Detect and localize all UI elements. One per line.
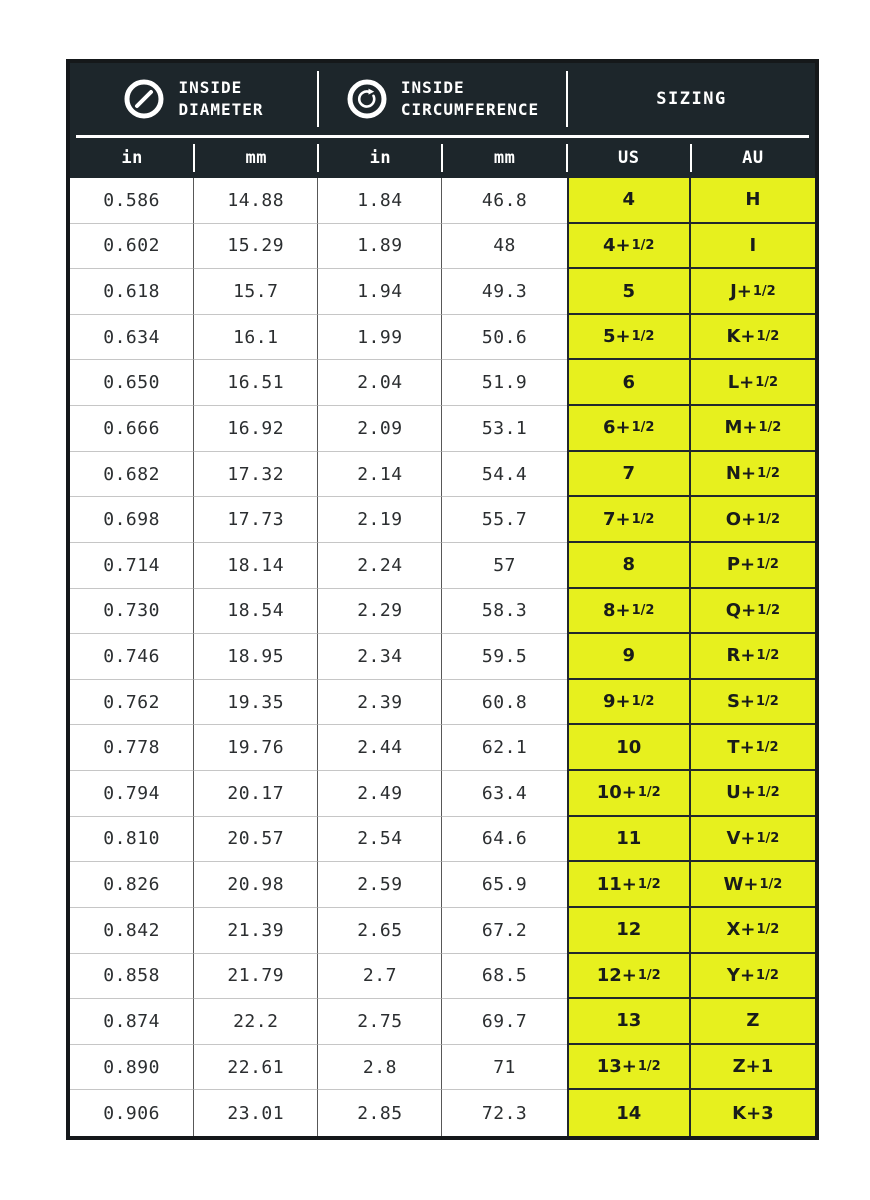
circumference-in-cell: 2.75 [318,999,442,1045]
circumference-mm-cell: 58.3 [442,589,566,635]
circumference-mm-cell: 72.3 [442,1090,566,1136]
circumference-mm-cell: 57 [442,543,566,589]
circumference-mm-cell: 62.1 [442,725,566,771]
circumference-in-cell: 2.44 [318,725,442,771]
circumference-in-cell: 2.85 [318,1090,442,1136]
au-size-cell: H [691,178,815,224]
circumference-mm-cell: 49.3 [442,269,566,315]
column-group-header [70,63,815,135]
au-size-cell: Z+1 [691,1045,815,1091]
us-size-cell: 5 [567,269,691,315]
diameter-in-cell: 0.890 [70,1045,194,1091]
diameter-in-cell: 0.826 [70,862,194,908]
subheader-diameter-in: in [121,148,143,168]
diameter-mm-cell: 20.57 [194,817,318,863]
us-size-cell: 8 [567,543,691,589]
diameter-in-cell: 0.650 [70,360,194,406]
circumference-in-cell: 1.94 [318,269,442,315]
us-size-cell: 13 [567,999,691,1045]
circumference-mm-cell: 54.4 [442,452,566,498]
diameter-mm-cell: 16.92 [194,406,318,452]
circumference-in-cell: 2.09 [318,406,442,452]
au-size-cell: W+ 1/2 [691,862,815,908]
circumference-mm-cell: 51.9 [442,360,566,406]
circumference-mm-cell: 68.5 [442,954,566,1000]
circumference-in-cell: 1.89 [318,224,442,270]
circumference-in-cell: 2.39 [318,680,442,726]
diameter-in-cell: 0.778 [70,725,194,771]
diameter-mm-cell: 15.7 [194,269,318,315]
us-size-cell: 5+ 1/2 [567,315,691,361]
au-size-cell: Z [691,999,815,1045]
au-size-cell: O+ 1/2 [691,497,815,543]
au-size-cell: N+ 1/2 [691,452,815,498]
diameter-in-cell: 0.586 [70,178,194,224]
circumference-mm-cell: 55.7 [442,497,566,543]
us-size-cell: 9+ 1/2 [567,680,691,726]
diameter-in-cell: 0.666 [70,406,194,452]
us-size-cell: 4+ 1/2 [567,224,691,270]
diameter-mm-cell: 20.98 [194,862,318,908]
us-size-cell: 13+ 1/2 [567,1045,691,1091]
us-size-cell: 8+ 1/2 [567,589,691,635]
ring-size-conversion-table [66,59,819,1140]
inside-circumference-header [319,63,566,135]
diameter-in-cell: 0.618 [70,269,194,315]
sizing-header [568,63,815,135]
diameter-in-cell: 0.698 [70,497,194,543]
circumference-in-cell: 2.8 [318,1045,442,1091]
circumference-in-cell: 2.54 [318,817,442,863]
us-size-cell: 6+ 1/2 [567,406,691,452]
diameter-mm-cell: 19.76 [194,725,318,771]
au-size-cell: K+ 1/2 [691,315,815,361]
diameter-mm-cell: 16.1 [194,315,318,361]
us-size-cell: 4 [567,178,691,224]
unit-subheader-row [70,138,815,178]
diameter-mm-cell: 15.29 [194,224,318,270]
circle-diameter-icon [123,78,165,120]
us-size-cell: 9 [567,634,691,680]
diameter-mm-cell: 17.73 [194,497,318,543]
inside-diameter-header [70,63,317,135]
diameter-in-cell: 0.858 [70,954,194,1000]
diameter-mm-cell: 16.51 [194,360,318,406]
diameter-in-cell: 0.906 [70,1090,194,1136]
diameter-mm-cell: 21.39 [194,908,318,954]
circumference-in-cell: 2.19 [318,497,442,543]
diameter-mm-cell: 22.61 [194,1045,318,1091]
diameter-mm-cell: 14.88 [194,178,318,224]
circumference-in-cell: 2.14 [318,452,442,498]
diameter-mm-cell: 18.54 [194,589,318,635]
au-size-cell: Y+ 1/2 [691,954,815,1000]
table-head [70,63,815,178]
circumference-mm-cell: 64.6 [442,817,566,863]
diameter-in-cell: 0.746 [70,634,194,680]
circumference-in-cell: 2.7 [318,954,442,1000]
diameter-mm-cell: 21.79 [194,954,318,1000]
subheader-diameter-mm: mm [194,138,318,178]
subheader-circumference-mm: mm [442,138,566,178]
diameter-in-cell: 0.682 [70,452,194,498]
us-size-cell: 14 [567,1090,691,1136]
diameter-mm-cell: 18.14 [194,543,318,589]
diameter-mm-cell: 22.2 [194,999,318,1045]
us-size-cell: 6 [567,360,691,406]
us-size-cell: 7+ 1/2 [567,497,691,543]
circumference-in-cell: 2.04 [318,360,442,406]
diameter-in-cell: 0.874 [70,999,194,1045]
circumference-in-cell: 2.59 [318,862,442,908]
us-size-cell: 11+ 1/2 [567,862,691,908]
inside-circumference-label: INSIDE CIRCUMFERENCE [400,78,540,119]
circumference-mm-cell: 53.1 [442,406,566,452]
au-size-cell: U+ 1/2 [691,771,815,817]
us-size-cell: 7 [567,452,691,498]
circumference-mm-cell: 46.8 [442,178,566,224]
circumference-in-cell: 2.49 [318,771,442,817]
diameter-in-cell: 0.762 [70,680,194,726]
diameter-mm-cell: 18.95 [194,634,318,680]
circumference-mm-cell: 63.4 [442,771,566,817]
inside-diameter-label: INSIDE DIAMETER [178,78,264,119]
circumference-mm-cell: 48 [442,224,566,270]
subheader-au-size: AU [691,138,815,178]
circumference-mm-cell: 50.6 [442,315,566,361]
au-size-cell: K+3 [691,1090,815,1136]
table-body [70,178,815,1136]
diameter-mm-cell: 19.35 [194,680,318,726]
sizing-label: SIZING [656,89,727,109]
us-size-cell: 12+ 1/2 [567,954,691,1000]
diameter-in-cell: 0.602 [70,224,194,270]
diameter-mm-cell: 23.01 [194,1090,318,1136]
diameter-in-cell: 0.730 [70,589,194,635]
circumference-in-cell: 2.65 [318,908,442,954]
au-size-cell: X+ 1/2 [691,908,815,954]
au-size-cell: T+ 1/2 [691,725,815,771]
diameter-mm-cell: 17.32 [194,452,318,498]
diameter-in-cell: 0.714 [70,543,194,589]
us-size-cell: 11 [567,817,691,863]
au-size-cell: L+ 1/2 [691,360,815,406]
us-size-cell: 10+ 1/2 [567,771,691,817]
au-size-cell: S+ 1/2 [691,680,815,726]
us-size-cell: 10 [567,725,691,771]
circumference-mm-cell: 67.2 [442,908,566,954]
circumference-mm-cell: 60.8 [442,680,566,726]
au-size-cell: M+ 1/2 [691,406,815,452]
diameter-in-cell: 0.634 [70,315,194,361]
au-size-cell: V+ 1/2 [691,817,815,863]
us-size-cell: 12 [567,908,691,954]
circumference-mm-cell: 65.9 [442,862,566,908]
au-size-cell: P+ 1/2 [691,543,815,589]
circumference-mm-cell: 71 [442,1045,566,1091]
circle-rotation-arrow-icon [346,78,388,120]
circumference-in-cell: 2.34 [318,634,442,680]
circumference-mm-cell: 59.5 [442,634,566,680]
diameter-in-cell: 0.842 [70,908,194,954]
diameter-mm-cell: 20.17 [194,771,318,817]
circumference-in-cell: 2.24 [318,543,442,589]
circumference-in-cell: 2.29 [318,589,442,635]
au-size-cell: J+ 1/2 [691,269,815,315]
diameter-in-cell: 0.810 [70,817,194,863]
subheader-circumference-in: in [318,138,442,178]
circumference-in-cell: 1.99 [318,315,442,361]
diameter-in-cell: 0.794 [70,771,194,817]
au-size-cell: R+ 1/2 [691,634,815,680]
circumference-in-cell: 1.84 [318,178,442,224]
circumference-mm-cell: 69.7 [442,999,566,1045]
subheader-us-size: US [567,138,691,178]
au-size-cell: Q+ 1/2 [691,589,815,635]
au-size-cell: I [691,224,815,270]
